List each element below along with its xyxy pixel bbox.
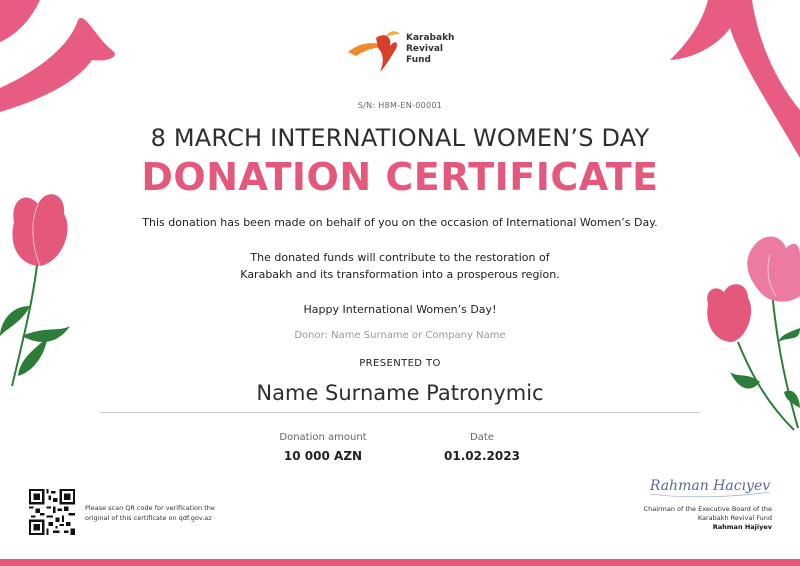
- body-line-1: This donation has been made on behalf of you on the occasion of International Women’s Day.: [142, 216, 658, 229]
- signatory-title: [590, 505, 772, 523]
- date-value: 01.02.2023: [444, 449, 520, 463]
- logo-line-2: Revival: [406, 44, 444, 54]
- donor-line: Donor: Name Surname or Company Name: [294, 330, 506, 341]
- bottom-accent-bar: [0, 559, 800, 566]
- signature-icon: [640, 470, 780, 500]
- presented-to-label: PRESENTED TO: [359, 358, 441, 369]
- body-line-3: Karabakh and its transformation into a prosperous region.: [240, 268, 560, 281]
- signatory-name: Rahman Hajiyev: [712, 523, 772, 531]
- body-line-2: The donated funds will contribute to the restoration of: [250, 251, 550, 264]
- signatory-title-line-1: Chairman of the Executive Board of the: [643, 505, 772, 513]
- donation-amount-label: Donation amount: [279, 432, 367, 443]
- logo-line-1: Karabakh: [406, 33, 455, 43]
- qr-note-line-1: Please scan QR code for verification the: [85, 504, 215, 512]
- qr-note-line-2: original of this certificate on qdf.gov.az: [85, 514, 212, 522]
- qr-verification-note: [85, 503, 255, 523]
- donation-amount-value: 10 000 AZN: [283, 449, 363, 463]
- recipient-name: Name Surname Patronymic: [256, 381, 544, 405]
- signature-text: Rahman Hacıyev: [649, 478, 771, 494]
- certificate-title: DONATION CERTIFICATE: [141, 155, 659, 199]
- recipient-underline: [100, 412, 700, 413]
- date-label: Date: [470, 432, 494, 443]
- qr-code-icon[interactable]: [29, 489, 75, 535]
- logo-line-3: Fund: [406, 55, 431, 65]
- logo-wordmark: [406, 33, 454, 66]
- signatory-title-line-2: Karabakh Revival Fund: [697, 514, 772, 522]
- greeting: Happy International Women’s Day!: [303, 303, 497, 316]
- ribbon-top-left: [0, 0, 130, 112]
- serial-number: S/N: H8M-EN-00001: [357, 101, 443, 110]
- certificate-title-event: 8 MARCH INTERNATIONAL WOMEN’S DAY: [150, 124, 650, 152]
